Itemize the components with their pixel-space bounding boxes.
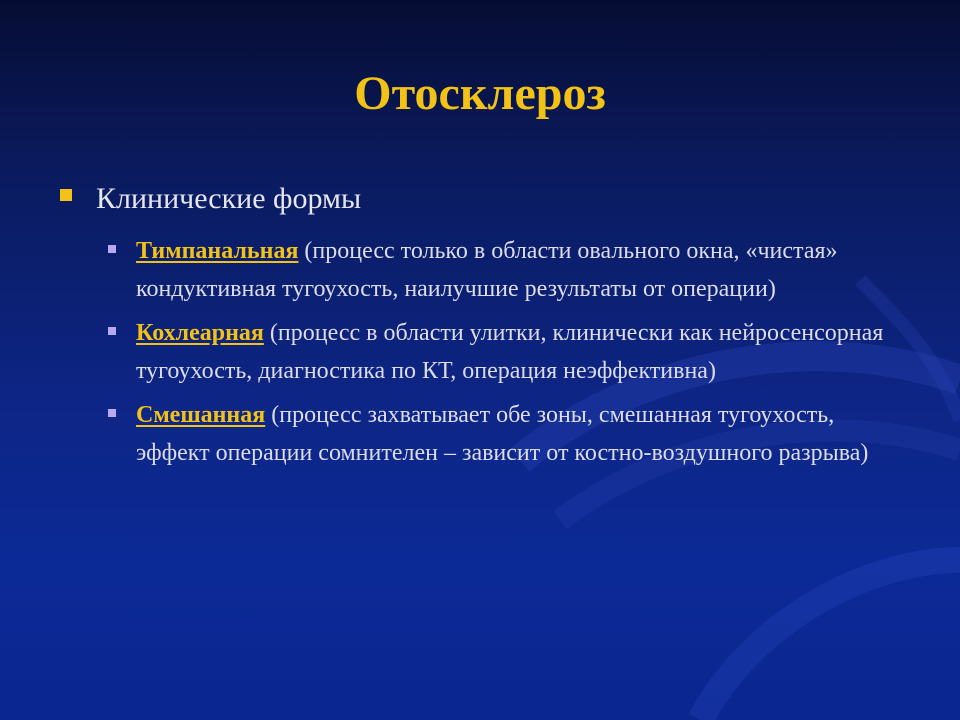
square-bullet-icon (108, 409, 116, 417)
content-area (60, 178, 920, 478)
form-description: (процесс захватывает обе зоны, смешанная тугоухость, эффект операции сомнителен – зависит от костно-воздушного разрыва) (136, 402, 869, 466)
square-bullet-icon (108, 245, 116, 253)
list-item-cochlear (136, 314, 896, 390)
slide-title: Отосклероз (354, 67, 606, 120)
form-term: Кохлеарная (136, 320, 264, 346)
form-term: Смешанная (136, 402, 266, 428)
square-bullet-icon (60, 189, 72, 201)
list-item-tympanal (136, 232, 896, 308)
section-label: Клинические формы (96, 182, 362, 215)
form-description: (процесс только в области овального окна, «чистая» кондуктивная тугоухость, наилучшие результаты от операции) (136, 238, 838, 302)
form-term: Тимпанальная (136, 238, 299, 264)
list-item-mixed (136, 396, 896, 472)
form-description: (процесс в области улитки, клинически как нейросенсорная тугоухость, диагностика по КТ, операция неэффективна) (136, 320, 884, 384)
section-bullet (60, 178, 920, 220)
square-bullet-icon (108, 327, 116, 335)
